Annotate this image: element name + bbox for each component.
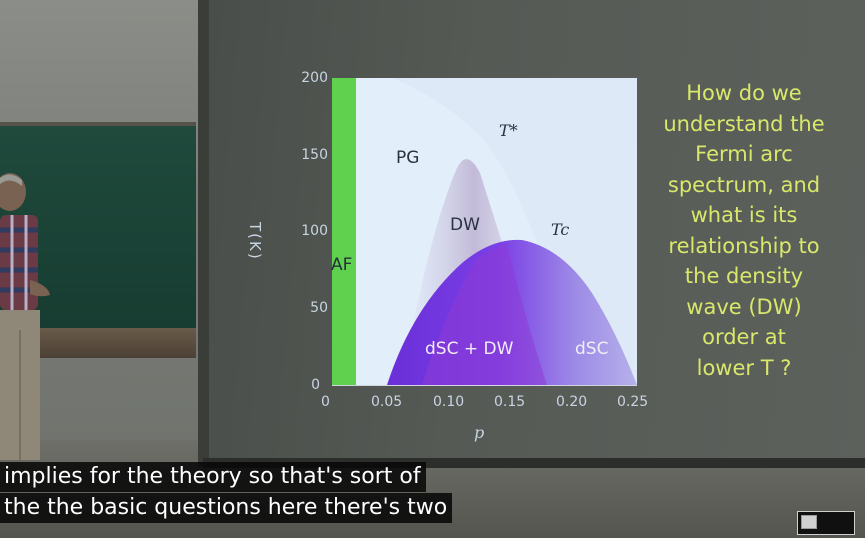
- pg-label: PG: [396, 148, 420, 168]
- question-line: the density: [684, 264, 804, 288]
- af-band: [332, 78, 356, 385]
- question-line: lower T ?: [696, 355, 792, 380]
- x-tick-0-05: 0.05: [371, 394, 403, 410]
- lecturer-figure: [0, 170, 60, 470]
- x-tick-0-10: 0.10: [433, 394, 465, 410]
- x-tick-0-15: 0.15: [494, 394, 526, 410]
- caption-line-2: the the basic questions here there's two: [0, 493, 452, 523]
- t-star-label: T*: [499, 121, 518, 140]
- y-tick-100: 100: [301, 223, 328, 239]
- broken-image-thumbnail[interactable]: [797, 511, 855, 535]
- question-line: relationship to: [668, 233, 820, 258]
- question-line: How do we: [686, 81, 802, 105]
- question-line: wave (DW): [686, 294, 802, 319]
- x-axis-line: [332, 385, 637, 386]
- broken-image-icon: [801, 515, 817, 529]
- y-tick-150: 150: [301, 147, 328, 163]
- af-label: AF: [331, 255, 353, 275]
- dw-label: DW: [450, 215, 480, 235]
- x-tick-0-25: 0.25: [617, 394, 649, 410]
- question-line: order at: [702, 325, 786, 349]
- x-tick-0: 0: [321, 394, 330, 410]
- slide-question: [644, 78, 844, 383]
- question-line: spectrum, and: [667, 172, 821, 197]
- x-axis-title: p: [474, 423, 485, 442]
- question-line: what is its: [690, 203, 798, 227]
- x-tick-0-20: 0.20: [556, 394, 588, 410]
- dsc-label: dSC: [575, 339, 609, 359]
- question-line: Fermi arc: [695, 142, 793, 166]
- y-tick-50: 50: [310, 300, 328, 316]
- caption-line-1: implies for the theory so that's sort of: [0, 462, 426, 492]
- tc-label: Tc: [551, 220, 570, 239]
- dsc-dw-label: dSC + DW: [425, 339, 514, 359]
- y-tick-0: 0: [311, 377, 320, 393]
- question-line: understand the: [663, 111, 825, 136]
- y-axis-title: T(K): [246, 222, 264, 261]
- y-tick-200: 200: [301, 70, 328, 86]
